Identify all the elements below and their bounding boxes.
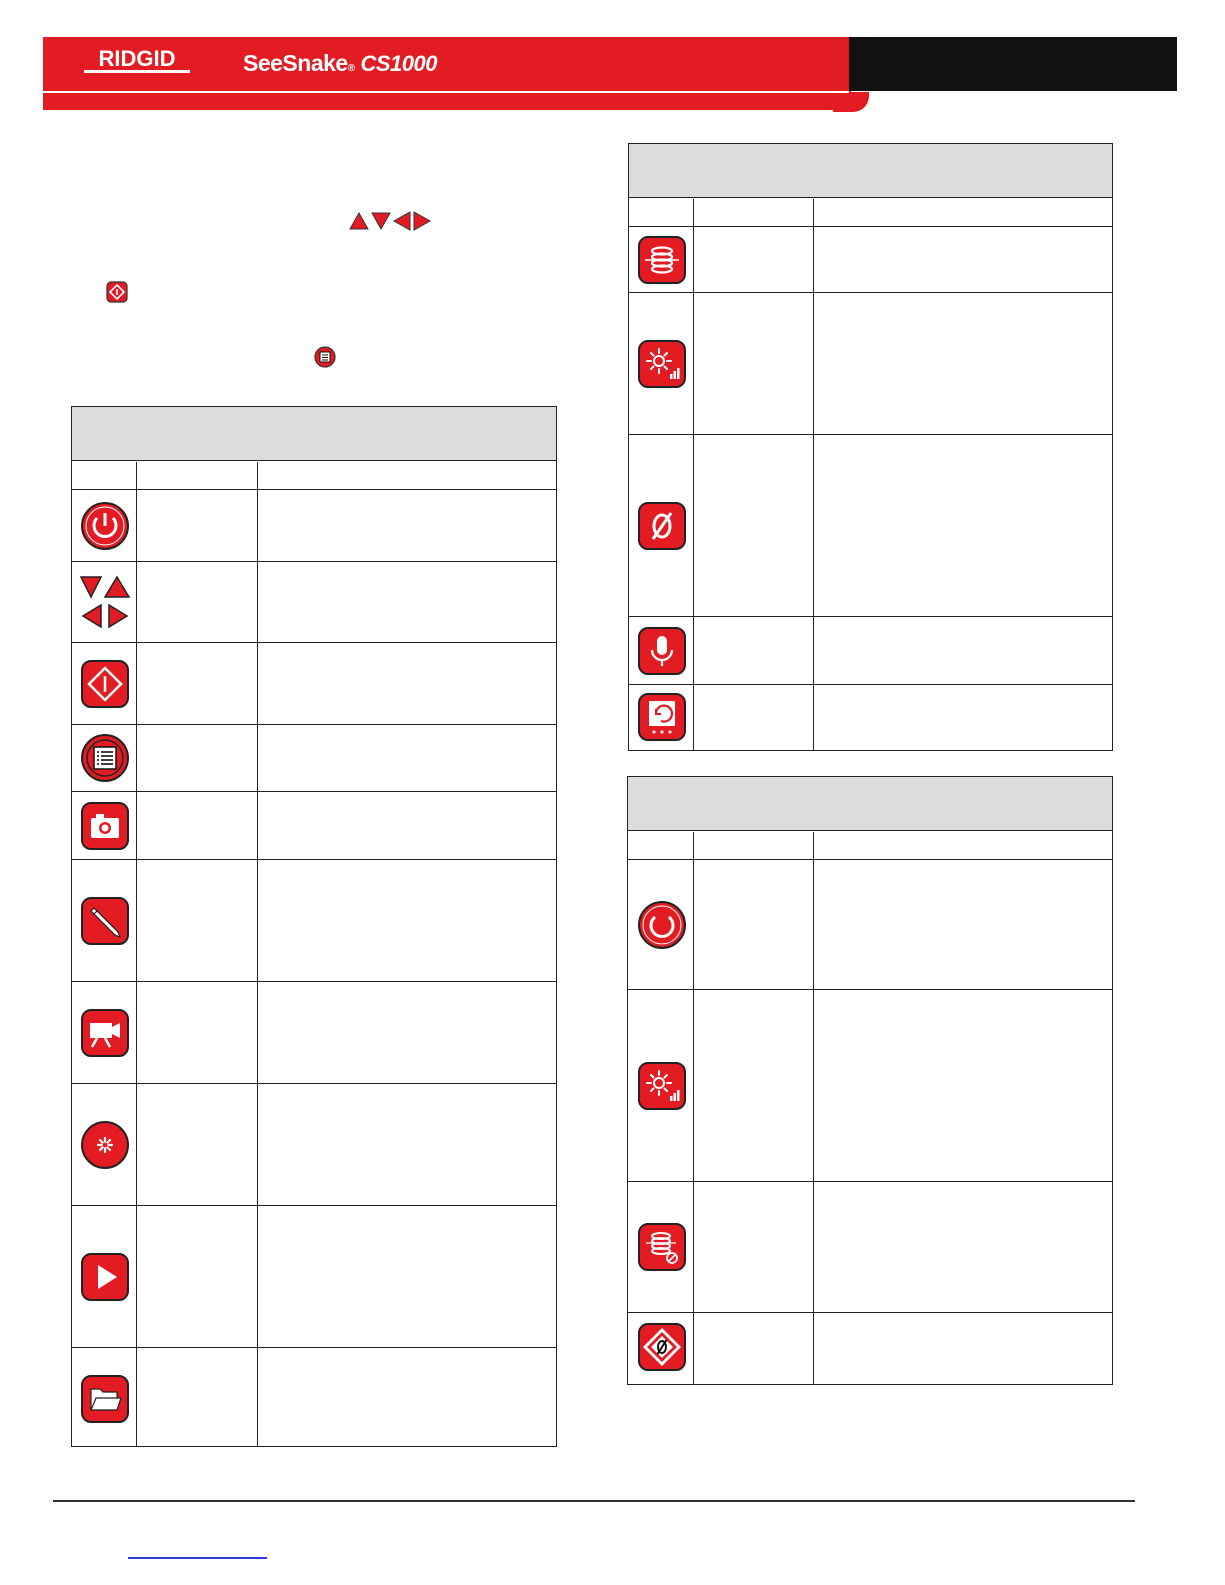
registered-mark: ® <box>347 63 355 74</box>
menu-icon <box>80 733 130 783</box>
video-camera-icon <box>80 1008 130 1058</box>
key-table-left <box>71 406 557 1447</box>
pencil-icon <box>80 896 130 946</box>
table-column-header <box>72 461 556 490</box>
table-row <box>72 643 556 725</box>
table-row <box>629 293 1112 435</box>
table-row <box>628 1182 1112 1313</box>
table-row <box>72 982 556 1084</box>
table-row <box>72 1084 556 1206</box>
cable-reel-off-icon <box>637 1222 687 1272</box>
zero-icon <box>637 501 687 551</box>
table-row <box>628 990 1112 1182</box>
product-title <box>243 50 437 77</box>
arrow-keys-icon <box>349 210 433 232</box>
footer-rule <box>53 1500 1135 1502</box>
select-key-icon <box>106 281 128 303</box>
arrow-keys-icon <box>79 573 131 631</box>
table-row <box>72 1206 556 1348</box>
header-band-tail <box>43 91 851 110</box>
brightness-icon <box>637 1061 687 1111</box>
table-row <box>72 725 556 792</box>
header-band-notch <box>833 92 869 112</box>
brand-logo-text: RIDGID <box>98 46 176 71</box>
header-divider <box>43 91 849 93</box>
key-table-right-bottom <box>627 776 1113 1385</box>
key-table-right-top <box>628 143 1113 751</box>
table-row <box>72 1348 556 1449</box>
model-name: CS1000 <box>360 51 437 76</box>
power-ring-icon <box>637 900 687 950</box>
table-row <box>629 227 1112 293</box>
table-row <box>72 860 556 982</box>
burst-icon <box>80 1120 130 1170</box>
table-caption <box>72 407 556 461</box>
table-row <box>628 860 1112 990</box>
select-icon <box>80 659 130 709</box>
folder-icon <box>80 1374 130 1424</box>
zero-diamond-icon <box>637 1322 687 1372</box>
power-icon <box>80 501 130 551</box>
camera-icon <box>80 801 130 851</box>
rotate-icon <box>637 692 687 742</box>
table-row <box>629 435 1112 617</box>
microphone-icon <box>637 626 687 676</box>
product-name: SeeSnake <box>243 50 348 76</box>
table-column-header <box>628 831 1112 860</box>
header-dark-band <box>849 37 1177 91</box>
ridgid-logo <box>80 44 194 77</box>
menu-key-icon <box>314 346 336 368</box>
table-row <box>629 617 1112 685</box>
footer-link[interactable] <box>128 1557 267 1559</box>
table-row <box>72 562 556 643</box>
table-caption <box>629 144 1112 198</box>
table-row <box>629 685 1112 749</box>
table-row <box>72 490 556 562</box>
table-row <box>628 1313 1112 1380</box>
table-caption <box>628 777 1112 831</box>
brightness-icon <box>637 339 687 389</box>
table-column-header <box>629 198 1112 227</box>
table-row <box>72 792 556 860</box>
cable-reel-icon <box>637 235 687 285</box>
play-icon <box>80 1252 130 1302</box>
